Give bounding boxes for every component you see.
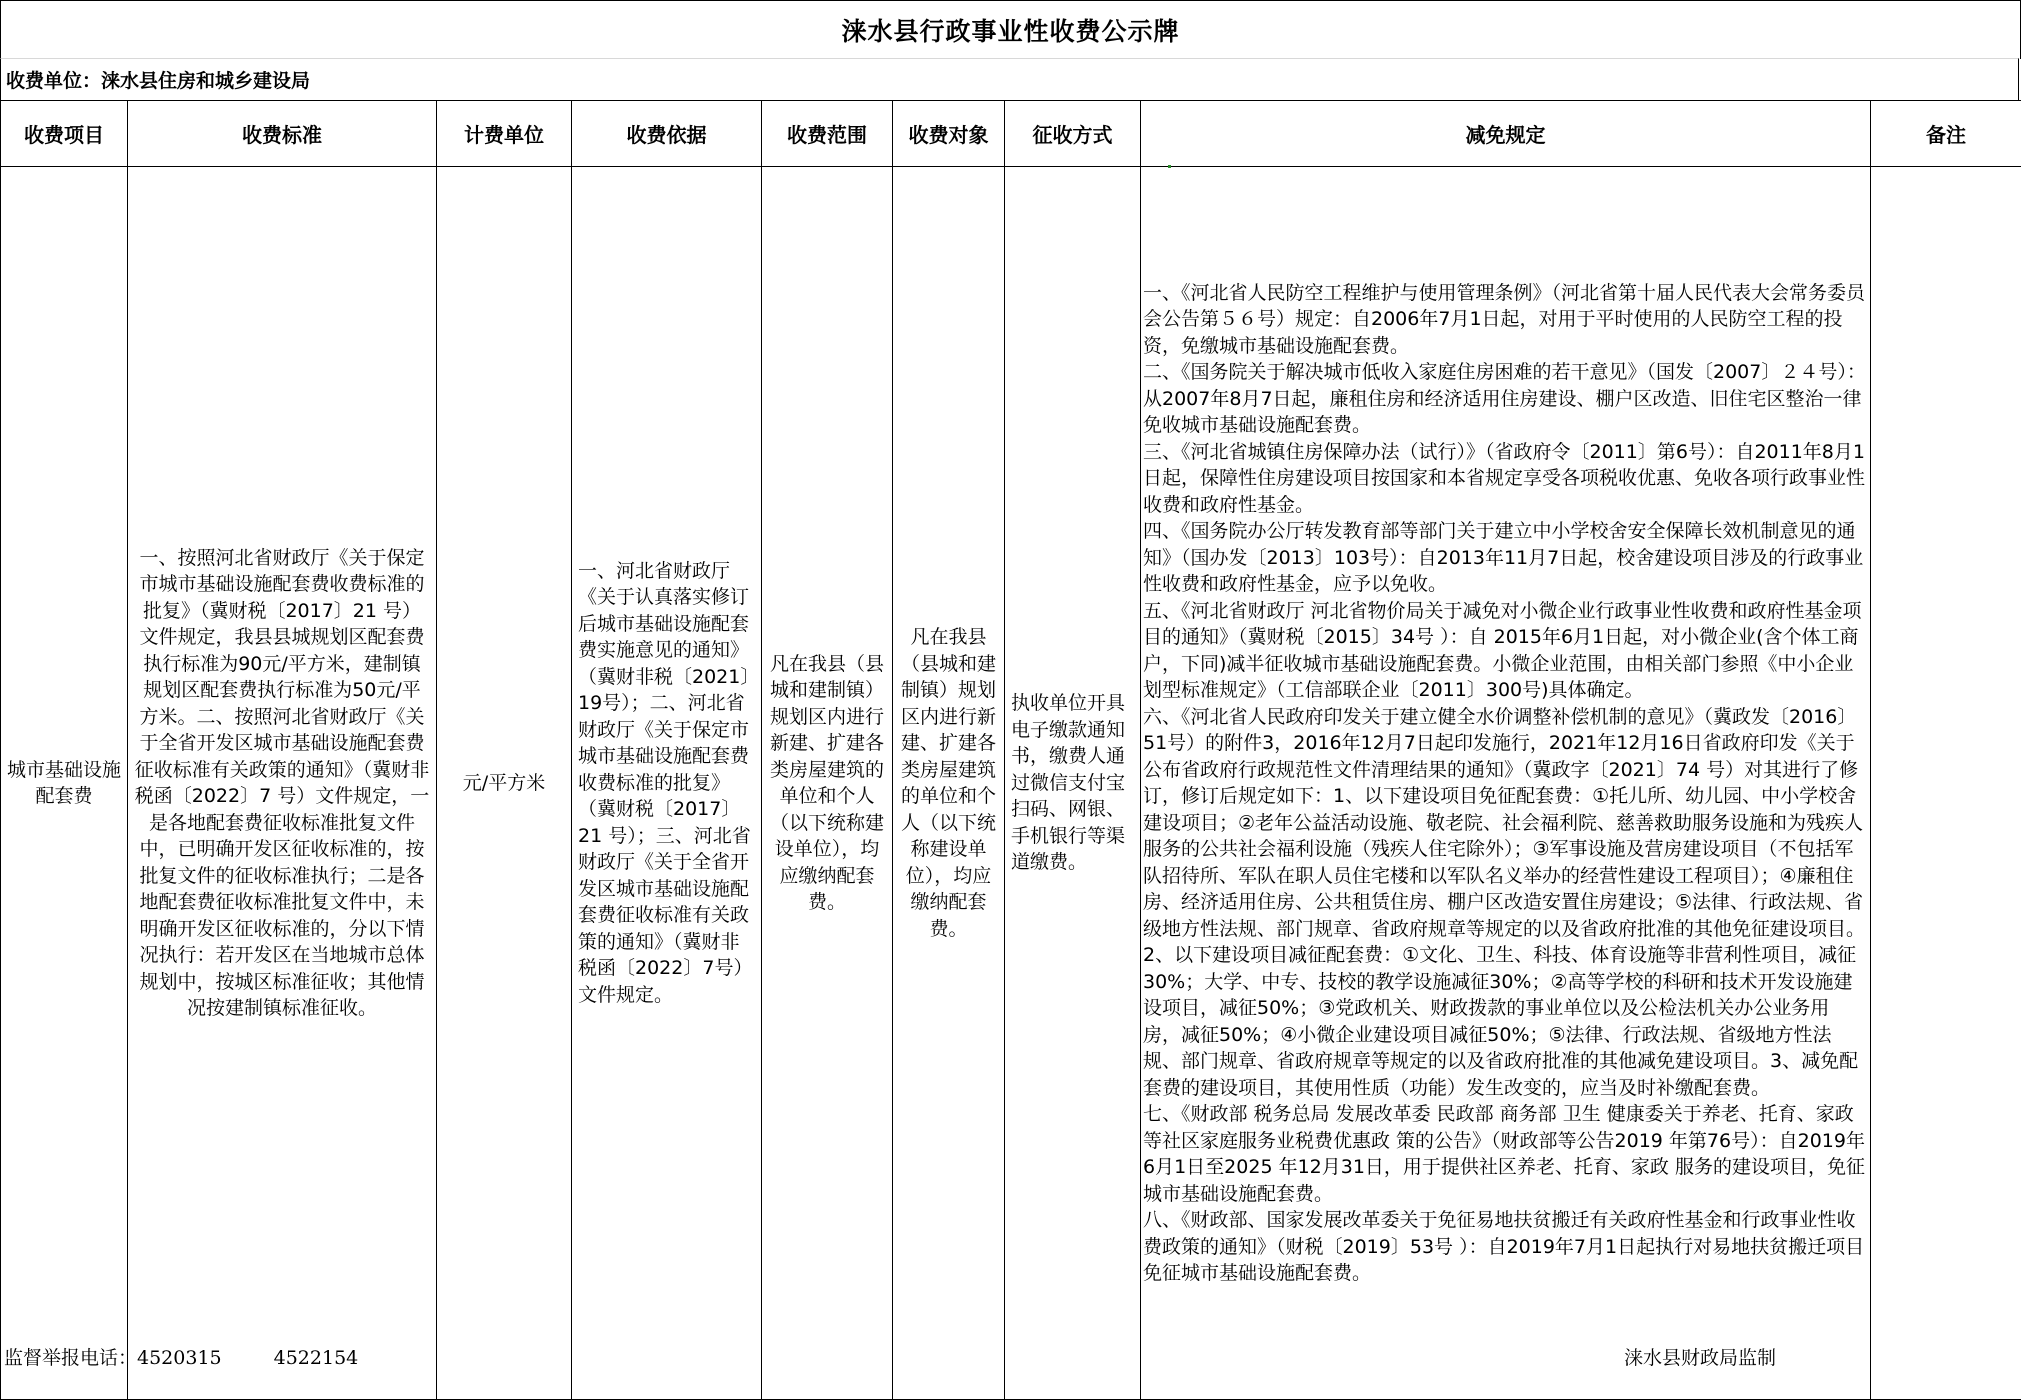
supervisor-note: 涞水县财政局监制 xyxy=(1624,1343,1776,1370)
exemption-clause-6: 六、《河北省人民政府印发关于建立健全水价调整补偿机制的意见》（冀政发〔2016〕51号）的附件3，2016年12月7日起印发施行，2021年12月16日省政府印发《关于公布省政府行政规范性文件清理结果的通知》（冀政字〔2021〕74 号）对其进行了修订，修订后规定如下：1、以下建设项目免征配套费：①托儿所、幼儿园、中小学校舍建设项目；②老年公益活动设施、敬老院、社会福利院、慈善救助服务设施和为残疾人服务的公共社会福利设施（残疾人住宅除外）；③军事设施及营房建设项目（不包括军队招待所、军队在职人员住宅楼和以军队名义举办的经营性建设工程项目）；④廉租住房、经济适用住房、公共租赁住房、棚户区改造安置住房建设；⑤法律、行政法规、省级地方性法规、部门规章、省政府规章等规定的以及省政府批准的其他免征建设项目。2、以下建设项目减征配套费：①文化、卫生、科技、体育设施等非营利性项目，减征30%；大学、中专、技校的教学设施减征30%；②高等学校的科研和技术开发设施建设项目，减征50%；③党政机关、财政拨款的事业单位以及公检法机关办公业务用房，减征50%；④小微企业建设项目减征50%；⑤法律、行政法规、省级地方性法规、部门规章、省政府规章等规定的以及省政府批准的其他减免建设项目。3、减免配套费的建设项目，其使用性质（功能）发生改变的，应当及时补缴配套费。 xyxy=(1143,704,1866,1102)
fee-table xyxy=(0,100,2021,1400)
exemption-clause-1: 一、《河北省人民防空工程维护与使用管理条例》（河北省第十届人民代表大会常务委员会公告第５６号）规定：自2006年7月1日起，对用于平时使用的人民防空工程的投资，免缴城市基础设施配套费。 xyxy=(1143,280,1866,360)
col-header-target: 收费对象 xyxy=(893,101,1005,167)
exemption-clause-5: 五、《河北省财政厅 河北省物价局关于减免对小微企业行政事业性收费和政府性基金项目的通知》（冀财税〔2015〕34号 ）：自 2015年6月1日起，对小微企业(含个体工商户，下同)减半征收城市基础设施配套费。小微企业范围，由相关部门参照《中小企业划型标准规定》（工信部联企业〔2011〕300号)具体确定。 xyxy=(1143,598,1866,704)
col-header-exemptions: 减免规定 xyxy=(1141,101,1871,167)
col-header-basis: 收费依据 xyxy=(572,101,762,167)
col-header-scope: 收费范围 xyxy=(762,101,893,167)
sheet-title: 涞水县行政事业性收费公示牌 xyxy=(0,0,2021,59)
exemption-clause-2: 二、《国务院关于解决城市低收入家庭住房困难的若干意见》（国发〔2007〕２４号）：从2007年8月7日起，廉租住房和经济适用住房建设、棚户区改造、旧住宅区整治一律免收城市基础设施配套费。 xyxy=(1143,359,1866,439)
cell-basis: 一、河北省财政厅《关于认真落实修订后城市基础设施配套费实施意见的通知》（冀财非税〔2021〕19号）；二、河北省财政厅《关于保定市城市基础设施配套费收费标准的批复》（冀财税〔2017〕21 号）；三、河北省财政厅《关于全省开发区城市基础设施配套费征收标准有关政策的通知》（冀财非税函〔2022〕7号）文件规定。 xyxy=(572,167,762,1400)
cell-scope: 凡在我县（县城和建制镇）规划区内进行新建、扩建各类房屋建筑的单位和个人（以下统称建设单位），均应缴纳配套费。 xyxy=(762,167,893,1400)
header-row xyxy=(1,101,2021,167)
hotline-number-1: 监督举报电话：4520315 xyxy=(4,1347,222,1369)
cell-exemptions xyxy=(1141,167,1871,1400)
cell-remark xyxy=(1871,167,2021,1400)
exemption-clause-8: 八、《财政部、国家发展改革委关于免征易地扶贫搬迁有关政府性基金和行政事业性收费政策的通知》（财税〔2019〕53号 ）：自2019年7月1日起执行对易地扶贫搬迁项目免征城市基础设施配套费。 xyxy=(1143,1207,1866,1287)
col-header-item: 收费项目 xyxy=(1,101,128,167)
hotline-number-2: 4522154 xyxy=(274,1347,359,1369)
footer xyxy=(0,1333,2021,1372)
col-header-remark: 备注 xyxy=(1871,101,2021,167)
cell-item: 城市基础设施配套费 xyxy=(1,167,128,1400)
hotline xyxy=(4,1343,410,1370)
cell-method: 执收单位开具电子缴款通知书，缴费人通过微信支付宝扫码、网银、手机银行等渠道缴费。 xyxy=(1005,167,1141,1400)
cell-billing-unit: 元/平方米 xyxy=(437,167,572,1400)
exemption-clause-4: 四、《国务院办公厅转发教育部等部门关于建立中小学校舍安全保障长效机制意见的通知》（国办发〔2013〕103号）：自2013年11月7日起，校舍建设项目涉及的行政事业性收费和政府性基金，应予以免收。 xyxy=(1143,518,1866,598)
cell-target: 凡在我县（县城和建制镇）规划区内进行新建、扩建各类房屋建筑的单位和个人（以下统称建设单位），均应缴纳配套费。 xyxy=(893,167,1005,1400)
col-header-standard: 收费标准 xyxy=(128,101,437,167)
col-header-billing-unit: 计费单位 xyxy=(437,101,572,167)
col-header-method: 征收方式 xyxy=(1005,101,1141,167)
table-row xyxy=(1,167,2021,1400)
cell-marker xyxy=(1168,165,1171,168)
exemption-clause-3: 三、《河北省城镇住房保障办法（试行）》（省政府令〔2011〕第6号）：自2011年8月1日起，保障性住房建设项目按国家和本省规定享受各项税收优惠、免收各项行政事业性收费和政府性基金。 xyxy=(1143,439,1866,519)
charging-unit-line: 收费单位：涞水县住房和城乡建设局 xyxy=(0,58,2019,100)
cell-standard: 一、按照河北省财政厅《关于保定市城市基础设施配套费收费标准的批复》（冀财税〔2017〕21 号）文件规定，我县县城规划区配套费执行标准为90元/平方米，建制镇规划区配套费执行标准为50元/平方米。二、按照河北省财政厅《关于全省开发区城市基础设施配套费征收标准有关政策的通知》（冀财非税函〔2022〕7 号）文件规定，一是各地配套费征收标准批复文件中，已明确开发区征收标准的，按批复文件的征收标准执行；二是各地配套费征收标准批复文件中，未明确开发区征收标准的，分以下情况执行：若开发区在当地城市总体规划中，按城区标准征收；其他情况按建制镇标准征收。 xyxy=(128,167,437,1400)
exemption-clause-7: 七、《财政部 税务总局 发展改革委 民政部 商务部 卫生 健康委关于养老、托育、家政等社区家庭服务业税费优惠政 策的公告》（财政部等公告2019 年第76号）：自2019年6月1日至2025 年12月31日，用于提供社区养老、托育、家政 服务的建设项目，免征城市基础设施配套费。 xyxy=(1143,1101,1866,1207)
